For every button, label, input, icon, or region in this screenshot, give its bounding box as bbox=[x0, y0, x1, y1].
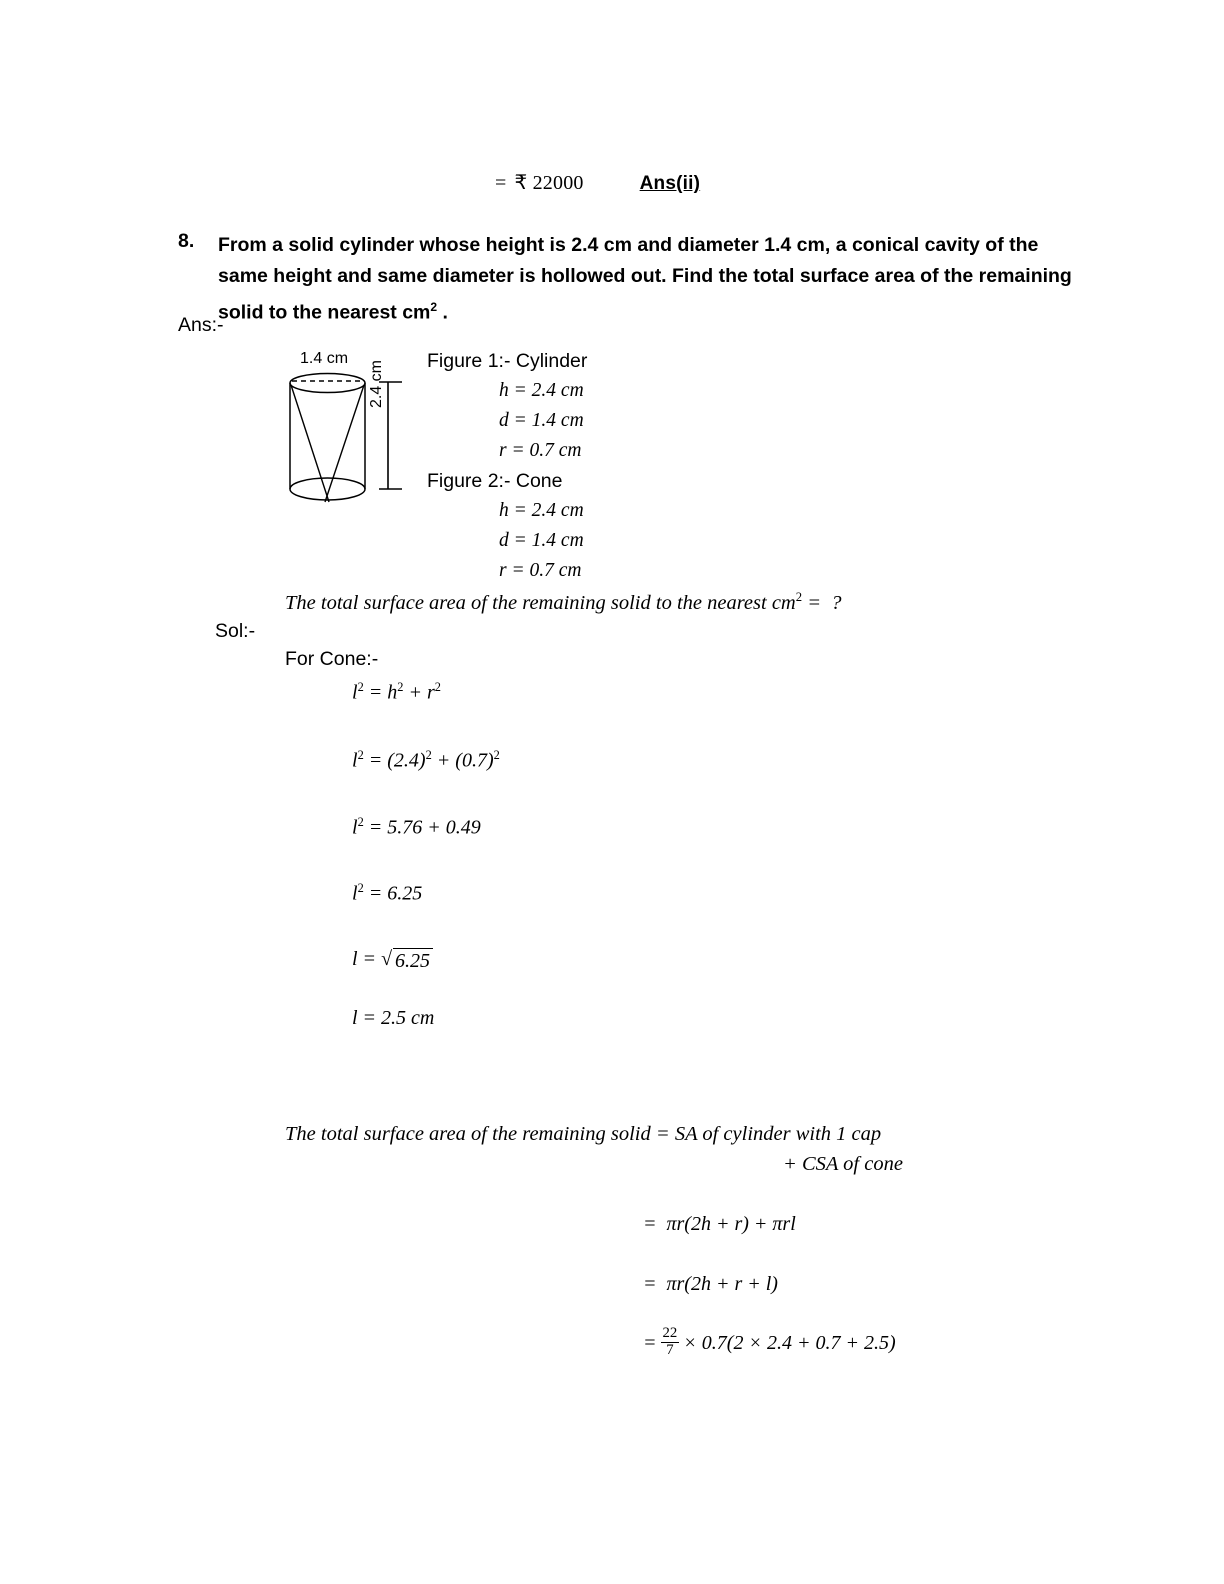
equation-l-square-root bbox=[352, 948, 433, 973]
previous-answer-row bbox=[495, 170, 700, 195]
figure1-value-d: d = 1.4 cm bbox=[499, 410, 584, 431]
eq3-rest: = 5.76 + 0.49 bbox=[363, 816, 481, 839]
figure-spec-list bbox=[427, 346, 687, 586]
eq4-l: l bbox=[352, 882, 358, 905]
figure1-value-r: r = 0.7 cm bbox=[499, 440, 582, 461]
equals-sign: = bbox=[495, 172, 507, 194]
fraction-numerator: 22 bbox=[662, 1325, 678, 1341]
eq1-l: l bbox=[352, 681, 358, 704]
eq4-exp: 2 bbox=[357, 881, 364, 895]
eq1-mid: = h bbox=[363, 681, 398, 704]
equation-l-squared-definition bbox=[352, 680, 441, 705]
question-text-main: From a solid cylinder whose height is 2.4 cm and diameter 1.4 cm, a conical cavity of the same height and same diameter is hollowed out. Find the total surface area of the remaining solid to the nearest cm bbox=[218, 234, 1072, 324]
figure-svg bbox=[272, 350, 422, 520]
target-statement bbox=[285, 590, 842, 615]
figure2-heading: Figure 2:- Cone bbox=[427, 470, 563, 492]
previous-answer-value: ₹ 22000 bbox=[514, 172, 584, 194]
figure2-value-h: h = 2.4 cm bbox=[499, 500, 584, 521]
eq1-exp-a: 2 bbox=[357, 680, 364, 694]
target-statement-tail: = ? bbox=[802, 591, 842, 614]
sol-label: Sol:- bbox=[215, 620, 256, 642]
target-superscript: 2 bbox=[795, 590, 803, 604]
square-root-group bbox=[381, 948, 433, 973]
fraction-denominator: 7 bbox=[661, 1342, 680, 1359]
radical-sign: √ bbox=[381, 948, 393, 970]
question-superscript: 2 bbox=[430, 300, 438, 314]
tsa-statement-continued: + CSA of cone bbox=[783, 1153, 903, 1175]
eq2-mid: = (2.4) bbox=[363, 749, 426, 772]
eq2-exp-a: 2 bbox=[357, 748, 364, 762]
question-text bbox=[218, 230, 1078, 329]
figure2-value-d: d = 1.4 cm bbox=[499, 530, 584, 551]
equation-tsa-expanded: = πr(2h + r) + πrl bbox=[643, 1213, 796, 1235]
fraction-22-over-7 bbox=[661, 1326, 680, 1359]
eq4-rest: = 6.25 bbox=[363, 882, 423, 905]
answer-tag: Ans(ii) bbox=[639, 173, 701, 194]
eq1-tail: + r bbox=[403, 681, 435, 704]
numeric-suffix: × 0.7(2 × 2.4 + 0.7 + 2.5) bbox=[683, 1331, 896, 1354]
eq3-exp: 2 bbox=[357, 815, 364, 829]
eq2-l: l bbox=[352, 749, 358, 772]
equation-l-value: l = 2.5 cm bbox=[352, 1007, 435, 1029]
for-cone-label: For Cone:- bbox=[285, 648, 379, 670]
eq2-exp-b: 2 bbox=[425, 748, 432, 762]
equation-l-squared-sum bbox=[352, 815, 481, 840]
question-block bbox=[178, 230, 1078, 329]
eq2-tail: + (0.7) bbox=[431, 749, 494, 772]
radicand: 6.25 bbox=[393, 948, 433, 973]
target-statement-main: The total surface area of the remaining solid to the nearest cm bbox=[285, 591, 796, 614]
height-dimension-label: 2.4 cm bbox=[368, 359, 385, 408]
figure2-value-r: r = 0.7 cm bbox=[499, 560, 582, 581]
cylinder-cone-figure bbox=[272, 350, 422, 520]
figure1-value-h: h = 2.4 cm bbox=[499, 380, 584, 401]
eq5-lhs: l = bbox=[352, 948, 382, 970]
figure1-heading: Figure 1:- Cylinder bbox=[427, 350, 588, 372]
eq1-exp-b: 2 bbox=[397, 680, 404, 694]
ans-label: Ans:- bbox=[178, 314, 224, 336]
equation-tsa-numeric bbox=[643, 1327, 896, 1360]
eq3-l: l bbox=[352, 816, 358, 839]
tsa-statement: The total surface area of the remaining solid = SA of cylinder with 1 cap bbox=[285, 1123, 882, 1145]
equation-tsa-factored: = πr(2h + r + l) bbox=[643, 1273, 778, 1295]
equation-l-squared-value bbox=[352, 881, 422, 906]
eq1-exp-c: 2 bbox=[434, 680, 441, 694]
question-number: 8. bbox=[178, 230, 195, 252]
eq2-exp-c: 2 bbox=[493, 748, 500, 762]
equation-l-squared-substituted bbox=[352, 748, 500, 773]
diameter-dimension-label: 1.4 cm bbox=[300, 350, 349, 367]
numeric-equals: = bbox=[643, 1331, 657, 1354]
question-text-tail: . bbox=[437, 301, 448, 324]
